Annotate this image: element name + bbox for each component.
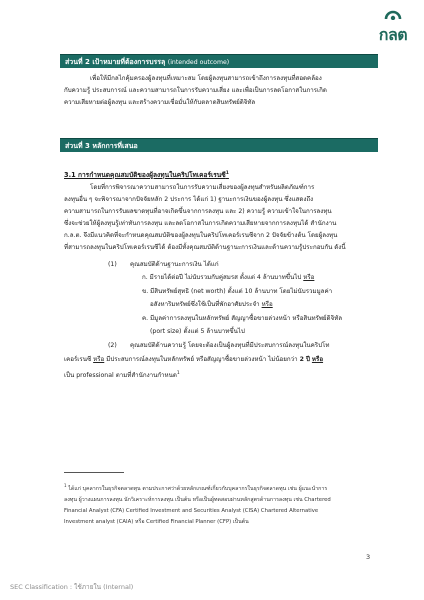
logo-text: กลต xyxy=(378,25,408,44)
footnote-line-1: ได้แก่ บุคลากรในธุรกิจตลาดทุน ตามประกาศว่าด้วยหลักเกณฑ์เกี่ยวกับบุคลากรในธุรกิจตลาดทุน เช่น ผู้แนะนำการ xyxy=(68,485,328,492)
sec-logo xyxy=(376,6,410,50)
list-item-1-number: (1) xyxy=(108,261,117,268)
section-2-line-3: ความเสียหายต่อผู้ลงทุน และสร้างความเชื่อมั่นให้กับตลาดสินทรัพย์ดิจิทัล xyxy=(64,99,256,106)
footnote-line-2: ลงทุน ผู้วางแผนการลงทุน นักวิเคราะห์การลงทุน เป็นต้น หรือเป็นผู้ทดสอบผ่านหลักสูตรด้านการลงทุน เช่น Chartered xyxy=(64,496,331,503)
list-item-2-number: (2) xyxy=(108,342,117,349)
list-item-1b-cont: อสังหาริมทรัพย์ซึ่งใช้เป็นที่พักอาศัยประจำ หรือ xyxy=(150,301,273,308)
list-item-2-line-3: เป็น professional ตามที่สำนักงานกำหนด$^1$ xyxy=(64,371,180,380)
section-3-line-6: ที่สามารถลงทุนในคริปโทเคอร์เรนซีได้ ต้องมีทั้งคุณสมบัติด้านฐานะการเงินและด้านความรู้ประกอบกัน ดังนี้ xyxy=(64,244,346,251)
section-3-line-4: ซึ่งจะช่วยให้ผู้ลงทุนรู้เท่าทันการลงทุน และลดโอกาสในการเกิดความเสียหายจากการลงทุนได้ สำนักงาน xyxy=(64,220,337,227)
section-2-header xyxy=(60,54,378,68)
list-item-1c: ค. มีมูลค่าการลงทุนในหลักทรัพย์ สัญญาซื้อขายล่วงหน้า หรือสินทรัพย์ดิจิทัล xyxy=(142,315,343,322)
list-item-1b: ข. มีสินทรัพย์สุทธิ (net worth) ตั้งแต่ 10 ล้านบาท โดยไม่นับรวมมูลค่า xyxy=(142,288,333,295)
logo-arc-icon xyxy=(384,6,402,20)
footnote-line-4: Investment analyst (CAIA) หรือ Certified Financial Planner (CFP) เป็นต้น xyxy=(64,518,249,525)
section-3-line-1: โดยที่การพิจารณาความสามารถในการรับความเสี่ยงของผู้ลงทุนสำหรับผลิตภัณฑ์การ xyxy=(90,184,315,191)
section-3-1-title: 3.1 การกำหนดคุณสมบัติของผู้ลงทุนในคริปโทเคอร์เรนซี$^1$ xyxy=(64,170,229,179)
page-number: 3 xyxy=(366,553,371,561)
section-2-title: ส่วนที่ 2 เป้าหมายที่ต้องการบรรลุ xyxy=(65,58,166,66)
section-3-paragraph xyxy=(64,182,368,254)
footnote-ref: 1 xyxy=(225,170,229,176)
list-item-2-line-2: เคอร์เรนซี หรือ มีประสบการณ์ลงทุนในหลักทรัพย์ หรือสัญญาซื้อขายล่วงหน้า ไม่น้อยกว่า 2 ปี หรือ xyxy=(64,356,324,363)
section-3-line-3: ความสามารถในการรับผลขาดทุนที่อาจเกิดขึ้นจากการลงทุน และ 2) ความรู้ ความเข้าใจในการลงทุน xyxy=(64,208,332,215)
list-item-1c-cont: (port size) ตั้งแต่ 5 ล้านบาทขึ้นไป xyxy=(150,328,245,335)
section-3-title: ส่วนที่ 3 หลักการที่เสนอ xyxy=(65,142,138,150)
list-item-1a: ก. มีรายได้ต่อปี ไม่นับรวมกับคู่สมรส ตั้งแต่ 4 ล้านบาทขึ้นไป หรือ xyxy=(142,274,315,281)
section-2-line-2: กับความรู้ ประสบการณ์ และความสามารถในการรับความเสี่ยง และเพื่อเป็นการลดโอกาสในการเกิด xyxy=(64,87,327,94)
section-2-title-en: (intended outcome) xyxy=(167,59,230,66)
footnote-marker: 1 xyxy=(64,483,67,488)
list-item-1-label: คุณสมบัติด้านฐานะการเงิน ได้แก่ xyxy=(130,261,219,268)
sec-classification-label: SEC Classification : ใช้ภายใน (Internal) xyxy=(10,583,134,591)
section-2-line-1: เพื่อให้มีกลไกคุ้มครองผู้ลงทุนที่เหมาะสม โดยผู้ลงทุนสามารถเข้าถึงการลงทุนที่สอดคล้อง xyxy=(90,75,322,82)
section-3-line-2: ลงทุนอื่น ๆ จะพิจารณาจากปัจจัยหลัก 2 ประการ ได้แก่ 1) ฐานะการเงินของผู้ลงทุน ซึ่งแสดงถึง xyxy=(64,196,314,203)
list-item-2-line-1: คุณสมบัติด้านความรู้ โดยจะต้องเป็นผู้ลงทุนที่มีประสบการณ์ลงทุนในคริปโท xyxy=(130,342,330,349)
footnote-divider xyxy=(64,472,124,473)
footnote xyxy=(64,480,368,528)
footnote-line-3: Financial Analyst (CFA) Certified Investment and Securities Analyst (CISA) Chartered Alternative xyxy=(64,507,319,514)
section-2-paragraph xyxy=(64,73,368,109)
section-3-header xyxy=(60,138,378,152)
section-3-line-5: ก.ล.ต. จึงมีแนวคิดที่จะกำหนดคุณสมบัติของผู้ลงทุนในคริปโทเคอร์เรนซีจาก 2 ปัจจัยข้างต้น โดยผู้ลงทุน xyxy=(64,232,338,239)
